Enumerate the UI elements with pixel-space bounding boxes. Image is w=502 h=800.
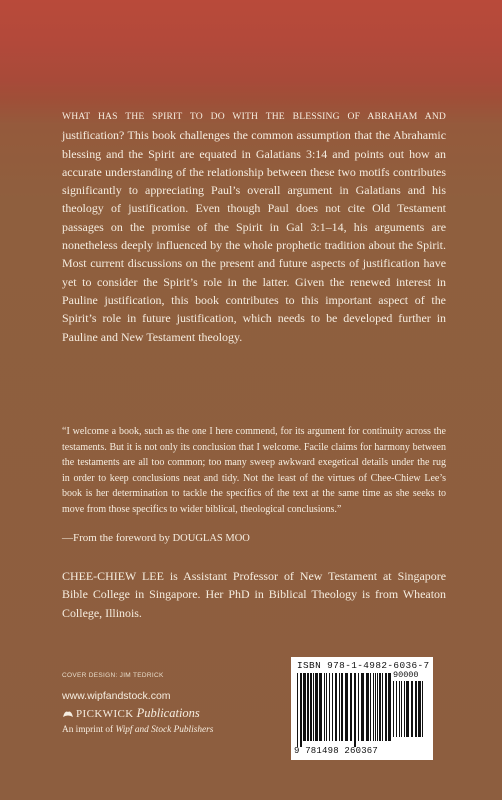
barcode-bar [373, 673, 374, 741]
barcode-bar [401, 681, 402, 737]
barcode-bar [335, 673, 337, 741]
barcode-bar [332, 673, 333, 741]
endorsement-attribution [62, 532, 250, 544]
barcode-bar [377, 673, 378, 741]
pickwick-mark-icon [62, 709, 74, 719]
barcode-bar [375, 673, 376, 741]
description-lead: WHAT HAS THE SPIRIT TO DO WITH THE BLESSING OF ABRAHAM AND [62, 111, 446, 122]
barcode-bar [319, 673, 322, 741]
publisher-name-caps: PICKWICK [76, 707, 134, 720]
barcode-bar [307, 673, 309, 741]
barcode-bar [418, 681, 421, 737]
cover-design-credit: COVER DESIGN: JIM TEDRICK [62, 672, 164, 679]
imprint-prefix: An imprint of [62, 725, 114, 735]
barcode-bar [379, 673, 381, 741]
endorsement-quote: “I welcome a book, such as the one I here commend, for its argument for continuity across the testaments. But it is not only its conclusion that I welcome. Facile claims for harmony between the testaments are all too common; too many sweep awkward exegetical details under the rug in order to keep conclusions neat and tidy. Not the least of the virtues of Chee-Chiew Lee’s book is her determination to tackle the specifics of the text at the same time as she seeks to move from those specifics to wider biblical, theological conclusions.” [62, 426, 446, 515]
publisher-name-italic: Publications [136, 706, 200, 720]
barcode-bar [422, 681, 423, 737]
barcode-bar [300, 673, 302, 747]
book-description [62, 106, 446, 346]
barcode-bar [366, 673, 369, 741]
barcode-bar [406, 681, 409, 737]
barcode-bar [297, 673, 298, 747]
barcode-bar [341, 673, 343, 741]
isbn-barcode [291, 657, 433, 760]
barcode-bar [350, 673, 352, 741]
barcode-bar [324, 673, 325, 741]
imprint-line [62, 725, 213, 735]
isbn-label: ISBN 978-1-4982-6036-7 [297, 660, 430, 671]
barcode-bar [329, 673, 330, 741]
barcode-bar [393, 681, 394, 737]
attribution-name: DOUGLAS MOO [172, 533, 250, 544]
barcode-bar [388, 673, 391, 741]
barcode-bar [358, 673, 359, 741]
ean-digits: 9 781498 260367 [294, 746, 379, 756]
barcode-bars [297, 673, 393, 747]
publisher-logo [62, 706, 200, 721]
publisher-website: www.wipfandstock.com [62, 690, 171, 702]
barcode-bar [303, 673, 306, 741]
barcode-bar [411, 681, 413, 737]
barcode-bar [396, 681, 397, 737]
price-barcode-bars [393, 681, 427, 743]
barcode-bar [370, 673, 371, 741]
imprint-name: Wipf and Stock Publishers [115, 725, 214, 735]
barcode-bar [382, 673, 383, 741]
barcode-bar [326, 673, 327, 741]
price-code: 90000 [393, 670, 419, 680]
barcode-bar [354, 673, 356, 747]
barcode-bar [361, 673, 364, 741]
barcode-bar [399, 681, 400, 737]
attribution-prefix: —From the foreword by [62, 532, 170, 544]
barcode-bar [313, 673, 314, 741]
barcode-bar [415, 681, 417, 737]
barcode-bar [404, 681, 405, 737]
barcode-bar [385, 673, 387, 741]
barcode-bar [345, 673, 348, 741]
description-body: justification? This book challenges the common assumption that the Abrahamic blessing and the Spirit are equated in Galatians 3:14 and points out how an accurate understanding of the relationship between these two motifs contributes significantly to appreciating Paul’s overall argument in Galatians and his theology of justification. Even though Paul does not cite Old Testament passages on the promise of the Spirit in Gal 3:1–14, his arguments are nonetheless deeply influenced by the whole prophetic tradition about the Spirit. Most current discussions on the present and future aspects of justification have yet to consider the Spirit’s role in the latter. Given the renewed interest in Pauline justification, this book contributes to this important aspect of the Spirit’s role in future justification, which needs to be developed further in Pauline and New Testament theology. [62, 128, 446, 344]
barcode-bar [310, 673, 312, 741]
barcode-bar [315, 673, 318, 741]
author-bio: CHEE-CHIEW LEE is Assistant Professor of New Testament at Singapore Bible College in Singapore. Her PhD in Biblical Theology is from Wheaton College, Illinois. [62, 569, 446, 620]
barcode-bar [339, 673, 340, 741]
